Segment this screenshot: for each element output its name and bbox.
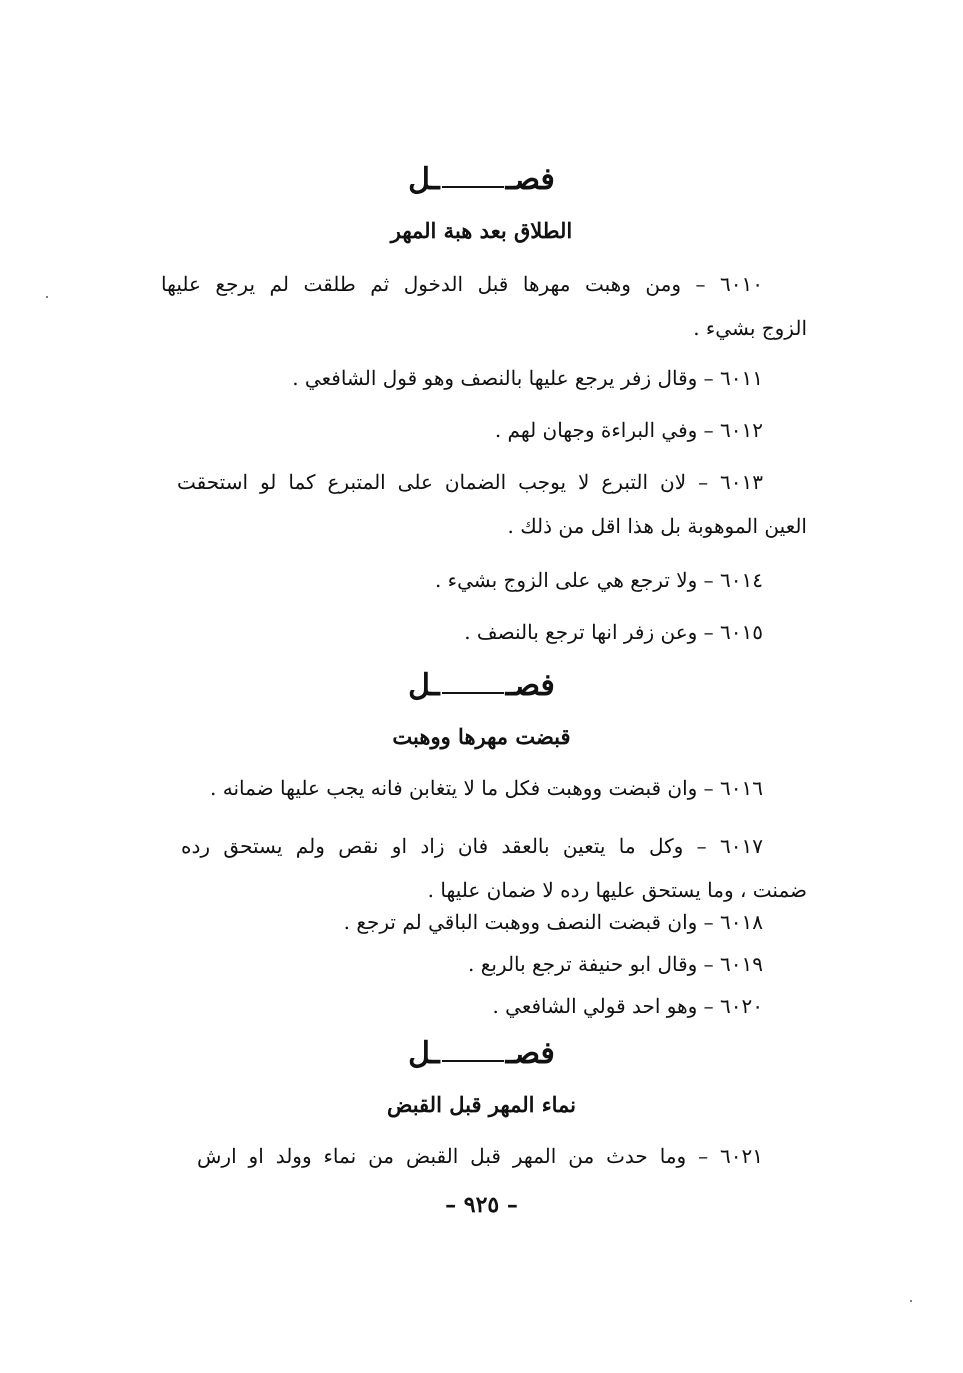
scan-speck <box>910 1300 912 1302</box>
paragraph-line: ٦٠٢١ – وما حدث من المهر قبل القبض من نماء وولد او ارش <box>197 1144 763 1168</box>
paragraph-6012 <box>495 408 763 452</box>
paragraph-line: ضمنت ، وما يستحق عليها رده لا ضمان عليها . <box>427 878 807 902</box>
paragraph-line: ٦٠١٩ – وقال ابو حنيفة ترجع بالربع . <box>467 952 763 976</box>
fasl-text-start: فصـ <box>505 668 555 703</box>
paragraph-6011 <box>292 356 763 400</box>
page-number: – ٩٢٥ – <box>445 1192 518 1218</box>
paragraph-line: ٦٠١٥ – وعن زفر انها ترجع بالنصف . <box>464 620 763 644</box>
paragraph-6019 <box>468 942 763 986</box>
fasl-text-start: فصـ <box>505 162 555 197</box>
paragraph-6017 <box>181 824 807 912</box>
kashida-stroke <box>442 186 504 188</box>
kashida-stroke <box>442 692 504 694</box>
paragraph-line: ٦٠١١ – وقال زفر يرجع عليها بالنصف وهو قول الشافعي . <box>292 366 763 390</box>
paragraph-6013 <box>177 460 807 548</box>
paragraph-6014 <box>435 558 763 602</box>
paragraph-line: ٦٠١٠ – ومن وهبت مهرها قبل الدخول ثم طلقت لم يرجع عليها <box>161 272 763 296</box>
paragraph-6015 <box>464 610 763 654</box>
section-subtitle: قبضت مهرها ووهبت <box>392 724 571 749</box>
section-heading-fasl <box>0 162 963 197</box>
kashida-stroke <box>442 1060 504 1062</box>
fasl-text-end: ـل <box>408 162 440 197</box>
paragraph-line: ٦٠١٦ – وان قبضت ووهبت فكل ما لا يتغابن فانه يجب عليها ضمانه . <box>210 776 763 800</box>
paragraph-line: ٦٠١٧ – وكل ما يتعين بالعقد فان زاد او نقص ولم يستحق رده <box>181 834 763 858</box>
paragraph-line: ٦٠١٣ – لان التبرع لا يوجب الضمان على المتبرع كما لو استحقت <box>177 470 763 494</box>
section-heading-fasl <box>0 668 963 703</box>
paragraph-6018 <box>344 900 763 944</box>
section-subtitle: نماء المهر قبل القبض <box>386 1092 577 1117</box>
scan-speck <box>46 296 48 298</box>
section-heading-fasl <box>0 1036 963 1071</box>
paragraph-6021 <box>197 1134 763 1178</box>
fasl-text-start: فصـ <box>505 1036 555 1071</box>
section-subtitle: الطلاق بعد هبة المهر <box>390 218 573 243</box>
fasl-text-end: ـل <box>408 1036 440 1071</box>
paragraph-6016 <box>210 766 763 810</box>
paragraph-line: ٦٠٢٠ – وهو احد قولي الشافعي . <box>492 994 763 1018</box>
fasl-text-end: ـل <box>408 668 440 703</box>
paragraph-line: ٦٠١٢ – وفي البراءة وجهان لهم . <box>494 418 763 442</box>
paragraph-line: الزوج بشيء . <box>693 316 807 340</box>
paragraph-line: ٦٠١٨ – وان قبضت النصف ووهبت الباقي لم ترجع . <box>343 910 763 934</box>
paragraph-6020 <box>492 984 763 1028</box>
paragraph-line: ٦٠١٤ – ولا ترجع هي على الزوج بشيء . <box>434 568 763 592</box>
paragraph-line: العين الموهوبة بل هذا اقل من ذلك . <box>507 514 807 538</box>
paragraph-6010 <box>161 262 807 350</box>
